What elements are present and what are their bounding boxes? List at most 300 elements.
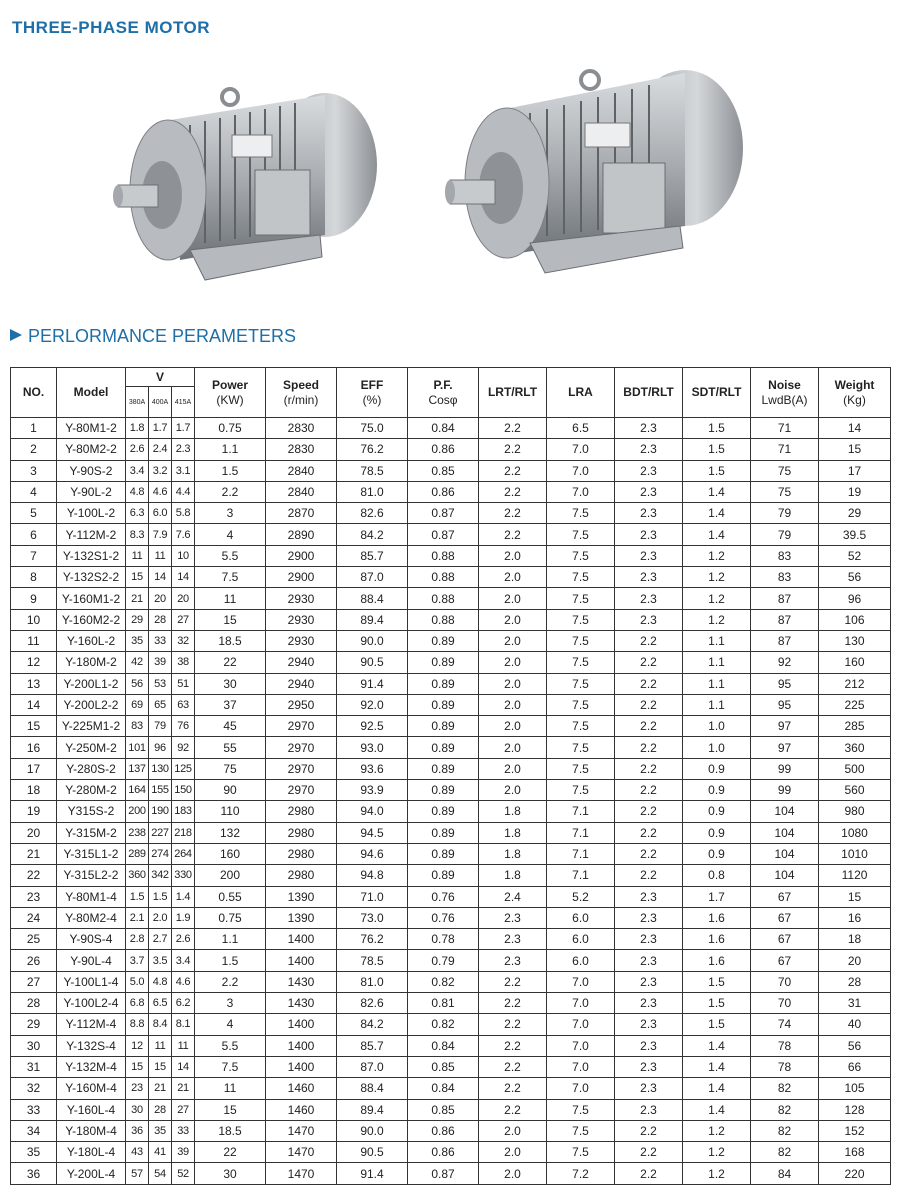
table-cell: 2.7 (149, 929, 172, 950)
table-cell: 0.87 (408, 1163, 479, 1184)
table-cell: 2.2 (479, 993, 547, 1014)
table-cell: 97 (751, 737, 819, 758)
table-cell: 95 (751, 694, 819, 715)
table-cell: 0.86 (408, 439, 479, 460)
table-cell: 2.6 (126, 439, 149, 460)
table-cell: 45 (195, 716, 266, 737)
table-cell: 11 (195, 588, 266, 609)
table-cell: 2.2 (615, 865, 683, 886)
table-cell: 95 (751, 673, 819, 694)
table-cell: 3.4 (172, 950, 195, 971)
table-cell: 20 (149, 588, 172, 609)
table-row (11, 929, 891, 950)
table-cell: 99 (751, 780, 819, 801)
table-cell: 2.0 (479, 716, 547, 737)
table-row (11, 1035, 891, 1056)
table-cell: 1.7 (149, 418, 172, 439)
table-cell: 31 (11, 1056, 57, 1077)
table-cell: 2.3 (615, 609, 683, 630)
table-cell: 79 (751, 524, 819, 545)
table-cell: 1120 (819, 865, 891, 886)
table-cell: 0.88 (408, 588, 479, 609)
table-cell: 274 (149, 843, 172, 864)
table-cell: 7.5 (547, 1099, 615, 1120)
table-cell: 22 (195, 1142, 266, 1163)
table-cell: 14 (172, 567, 195, 588)
table-cell: 87 (751, 609, 819, 630)
table-cell: Y-90S-4 (57, 929, 126, 950)
table-cell: 2.3 (615, 503, 683, 524)
table-cell: 15 (126, 1056, 149, 1077)
table-cell: 90.0 (337, 1120, 408, 1141)
table-row (11, 780, 891, 801)
table-cell: 0.9 (683, 758, 751, 779)
table-cell: 0.9 (683, 843, 751, 864)
table-cell: Y-280S-2 (57, 758, 126, 779)
table-cell: Y-80M2-2 (57, 439, 126, 460)
table-cell: 87 (751, 630, 819, 651)
table-cell: Y-315L2-2 (57, 865, 126, 886)
table-cell: 2.0 (479, 673, 547, 694)
table-cell: 0.89 (408, 652, 479, 673)
table-cell: 15 (195, 1099, 266, 1120)
table-cell: 2.2 (479, 1035, 547, 1056)
table-cell: 20 (819, 950, 891, 971)
table-cell: 16 (11, 737, 57, 758)
table-cell: 92.5 (337, 716, 408, 737)
table-cell: 1.5 (683, 439, 751, 460)
table-cell: Y-180L-4 (57, 1142, 126, 1163)
table-cell: 38 (172, 652, 195, 673)
table-cell: 0.86 (408, 1142, 479, 1163)
table-cell: 2.0 (479, 567, 547, 588)
table-cell: 7.0 (547, 1078, 615, 1099)
table-cell: 0.76 (408, 907, 479, 928)
table-cell: 105 (819, 1078, 891, 1099)
table-cell: 89.4 (337, 609, 408, 630)
table-cell: 12 (126, 1035, 149, 1056)
table-cell: 1.5 (126, 886, 149, 907)
table-cell: Y-100L1-4 (57, 971, 126, 992)
table-cell: 2.3 (615, 588, 683, 609)
table-cell: 35 (11, 1142, 57, 1163)
table-cell: 0.81 (408, 993, 479, 1014)
table-cell: 53 (149, 673, 172, 694)
table-cell: 39 (172, 1142, 195, 1163)
table-cell: 2930 (266, 609, 337, 630)
table-cell: 17 (819, 460, 891, 481)
table-cell: 2970 (266, 737, 337, 758)
table-cell: 2.3 (172, 439, 195, 460)
table-cell: 40 (819, 1014, 891, 1035)
table-cell: 90.5 (337, 652, 408, 673)
table-cell: 2.2 (479, 439, 547, 460)
table-cell: 7.0 (547, 993, 615, 1014)
table-cell: Y-250M-2 (57, 737, 126, 758)
table-cell: 4 (195, 1014, 266, 1035)
table-cell: 2930 (266, 588, 337, 609)
table-cell: 24 (11, 907, 57, 928)
table-row (11, 1142, 891, 1163)
table-cell: 88.4 (337, 588, 408, 609)
table-cell: 2.2 (479, 1056, 547, 1077)
table-cell: 15 (819, 886, 891, 907)
table-cell: 32 (172, 630, 195, 651)
table-row (11, 971, 891, 992)
table-cell: 190 (149, 801, 172, 822)
table-cell: 7.5 (547, 780, 615, 801)
table-cell: 7.9 (149, 524, 172, 545)
table-cell: 1 (11, 418, 57, 439)
table-cell: 500 (819, 758, 891, 779)
table-cell: 7.5 (547, 503, 615, 524)
col-weight: Weight (Kg) (819, 368, 891, 418)
table-cell: 14 (172, 1056, 195, 1077)
table-row (11, 439, 891, 460)
table-cell: 0.9 (683, 780, 751, 801)
table-cell: 35 (126, 630, 149, 651)
table-cell: 82 (751, 1142, 819, 1163)
table-cell: 18.5 (195, 1120, 266, 1141)
table-cell: 3 (11, 460, 57, 481)
table-cell: 6.3 (126, 503, 149, 524)
table-row (11, 545, 891, 566)
table-cell: 0.89 (408, 822, 479, 843)
table-cell: 2980 (266, 801, 337, 822)
table-cell: 99 (751, 758, 819, 779)
table-row (11, 481, 891, 502)
table-cell: 71 (751, 418, 819, 439)
table-cell: 63 (172, 694, 195, 715)
table-cell: 1.5 (195, 950, 266, 971)
table-cell: 93.0 (337, 737, 408, 758)
table-cell: 2.2 (615, 694, 683, 715)
table-cell: 2840 (266, 481, 337, 502)
table-cell: 85.7 (337, 1035, 408, 1056)
table-cell: 11 (126, 545, 149, 566)
table-cell: 8 (11, 567, 57, 588)
table-cell: 1460 (266, 1099, 337, 1120)
table-cell: 7.5 (547, 630, 615, 651)
table-cell: 84 (751, 1163, 819, 1184)
table-cell: 56 (819, 1035, 891, 1056)
table-cell: 92.0 (337, 694, 408, 715)
table-cell: 15 (11, 716, 57, 737)
table-cell: 1.8 (479, 801, 547, 822)
table-cell: Y-200L-4 (57, 1163, 126, 1184)
table-cell: 18 (11, 780, 57, 801)
table-cell: 21 (149, 1078, 172, 1099)
table-cell: 2.3 (615, 993, 683, 1014)
table-cell: 87.0 (337, 567, 408, 588)
table-cell: 0.89 (408, 673, 479, 694)
table-cell: 83 (751, 567, 819, 588)
table-cell: 104 (751, 865, 819, 886)
table-cell: 104 (751, 801, 819, 822)
table-cell: 0.79 (408, 950, 479, 971)
table-cell: 1.1 (195, 929, 266, 950)
table-cell: 2.0 (479, 780, 547, 801)
table-cell: 2.3 (615, 886, 683, 907)
col-lra: LRA (547, 368, 615, 418)
table-cell: 83 (126, 716, 149, 737)
table-cell: Y-160M-4 (57, 1078, 126, 1099)
table-cell: 67 (751, 950, 819, 971)
table-cell: 2.0 (479, 1120, 547, 1141)
table-cell: 0.75 (195, 418, 266, 439)
table-cell: 7.5 (547, 1120, 615, 1141)
table-cell: 5.5 (195, 545, 266, 566)
table-cell: 19 (11, 801, 57, 822)
table-cell: 2.2 (479, 1014, 547, 1035)
table-cell: 56 (819, 567, 891, 588)
table-cell: Y-160M1-2 (57, 588, 126, 609)
table-cell: 36 (126, 1120, 149, 1141)
table-cell: 22 (195, 652, 266, 673)
table-cell: 3.1 (172, 460, 195, 481)
table-cell: 2.0 (479, 652, 547, 673)
table-cell: 0.84 (408, 1078, 479, 1099)
table-cell: 2.4 (149, 439, 172, 460)
table-cell: 2.2 (479, 524, 547, 545)
table-cell: 31 (819, 993, 891, 1014)
table-cell: 0.78 (408, 929, 479, 950)
table-cell: 360 (819, 737, 891, 758)
table-cell: 5.8 (172, 503, 195, 524)
table-cell: 2870 (266, 503, 337, 524)
col-no: NO. (11, 368, 57, 418)
table-cell: 2.3 (615, 418, 683, 439)
table-cell: 1.1 (683, 694, 751, 715)
table-cell: 2.3 (615, 1035, 683, 1056)
table-cell: 1430 (266, 971, 337, 992)
table-cell: 2.2 (479, 971, 547, 992)
table-cell: 2.6 (172, 929, 195, 950)
table-cell: 104 (751, 822, 819, 843)
table-cell: 29 (11, 1014, 57, 1035)
table-cell: 110 (195, 801, 266, 822)
table-cell: 3.7 (126, 950, 149, 971)
table-cell: 2830 (266, 418, 337, 439)
table-cell: 90 (195, 780, 266, 801)
table-cell: 12 (11, 652, 57, 673)
table-row (11, 524, 891, 545)
table-cell: 218 (172, 822, 195, 843)
table-cell: 70 (751, 971, 819, 992)
table-cell: 23 (126, 1078, 149, 1099)
table-cell: Y-280M-2 (57, 780, 126, 801)
table-cell: 0.87 (408, 524, 479, 545)
table-cell: 0.89 (408, 716, 479, 737)
table-cell: 81.0 (337, 971, 408, 992)
table-cell: 3 (195, 993, 266, 1014)
table-cell: 7.0 (547, 971, 615, 992)
table-cell: 82.6 (337, 503, 408, 524)
motor-photo-right (445, 68, 750, 293)
table-cell: 2950 (266, 694, 337, 715)
table-cell: 7.6 (172, 524, 195, 545)
table-cell: Y-100L2-4 (57, 993, 126, 1014)
table-cell: 1.5 (683, 460, 751, 481)
table-cell: 0.85 (408, 460, 479, 481)
table-cell: 2.0 (479, 1163, 547, 1184)
table-cell: 2.3 (479, 929, 547, 950)
table-cell: 2.2 (479, 1078, 547, 1099)
table-cell: Y-132M-4 (57, 1056, 126, 1077)
table-cell: 96 (149, 737, 172, 758)
table-cell: 2.3 (615, 545, 683, 566)
table-cell: 2.3 (615, 524, 683, 545)
table-cell: 2890 (266, 524, 337, 545)
table-cell: 168 (819, 1142, 891, 1163)
table-cell: 0.89 (408, 780, 479, 801)
table-row (11, 843, 891, 864)
table-cell: 42 (126, 652, 149, 673)
table-cell: 66 (819, 1056, 891, 1077)
col-noise: Noise LwdB(A) (751, 368, 819, 418)
table-cell: 82 (751, 1099, 819, 1120)
table-cell: 87 (751, 588, 819, 609)
table-cell: 106 (819, 609, 891, 630)
table-cell: 1.5 (149, 886, 172, 907)
table-row (11, 758, 891, 779)
table-cell: 2.2 (479, 481, 547, 502)
table-cell: 27 (11, 971, 57, 992)
table-cell: 1.2 (683, 588, 751, 609)
table-cell: 94.5 (337, 822, 408, 843)
table-cell: 1.4 (683, 1035, 751, 1056)
table-cell: 1.8 (479, 865, 547, 886)
table-cell: 360 (126, 865, 149, 886)
table-cell: 7.5 (547, 567, 615, 588)
table-cell: 1.5 (195, 460, 266, 481)
table-cell: 4 (195, 524, 266, 545)
table-row (11, 737, 891, 758)
table-cell: 152 (819, 1120, 891, 1141)
table-cell: 2.4 (479, 886, 547, 907)
table-row (11, 886, 891, 907)
table-cell: Y-112M-2 (57, 524, 126, 545)
table-cell: 7.5 (547, 545, 615, 566)
table-cell: 1470 (266, 1163, 337, 1184)
table-cell: 1.8 (126, 418, 149, 439)
table-cell: 9 (11, 588, 57, 609)
table-row (11, 801, 891, 822)
table-cell: Y-160L-4 (57, 1099, 126, 1120)
table-cell: 29 (126, 609, 149, 630)
table-cell: 7.1 (547, 843, 615, 864)
table-cell: 33 (11, 1099, 57, 1120)
table-cell: 6.0 (547, 950, 615, 971)
table-row (11, 673, 891, 694)
table-cell: 8.8 (126, 1014, 149, 1035)
table-cell: 14 (11, 694, 57, 715)
table-cell: 33 (149, 630, 172, 651)
table-cell: 155 (149, 780, 172, 801)
table-row (11, 993, 891, 1014)
table-cell: 2.1 (126, 907, 149, 928)
table-cell: 81.0 (337, 481, 408, 502)
table-cell: 75 (195, 758, 266, 779)
table-cell: 7.0 (547, 460, 615, 481)
table-cell: 212 (819, 673, 891, 694)
table-cell: 1.4 (683, 1099, 751, 1120)
table-cell: 2.3 (615, 1078, 683, 1099)
table-row (11, 694, 891, 715)
table-cell: Y-80M1-4 (57, 886, 126, 907)
table-cell: 7.0 (547, 1035, 615, 1056)
table-cell: 1.0 (683, 737, 751, 758)
table-cell: 94.0 (337, 801, 408, 822)
table-cell: 54 (149, 1163, 172, 1184)
table-cell: 15 (195, 609, 266, 630)
table-cell: 2.0 (149, 907, 172, 928)
table-cell: 220 (819, 1163, 891, 1184)
table-cell: 1430 (266, 993, 337, 1014)
table-cell: 7.5 (547, 524, 615, 545)
table-cell: 0.88 (408, 545, 479, 566)
table-cell: 28 (819, 971, 891, 992)
table-cell: Y-90L-2 (57, 481, 126, 502)
table-cell: 3.5 (149, 950, 172, 971)
table-cell: 2.0 (479, 1142, 547, 1163)
table-cell: 96 (819, 588, 891, 609)
table-cell: 0.76 (408, 886, 479, 907)
table-cell: 1.8 (479, 843, 547, 864)
table-cell: 150 (172, 780, 195, 801)
table-cell: 30 (195, 1163, 266, 1184)
section-heading (10, 326, 296, 347)
table-cell: 79 (149, 716, 172, 737)
table-cell: 2.3 (615, 929, 683, 950)
table-cell: 1.2 (683, 1163, 751, 1184)
table-cell: 2970 (266, 716, 337, 737)
col-model: Model (57, 368, 126, 418)
table-cell: 93.6 (337, 758, 408, 779)
table-cell: 1.5 (683, 993, 751, 1014)
table-cell: 0.86 (408, 481, 479, 502)
table-cell: 11 (11, 630, 57, 651)
table-cell: 21 (11, 843, 57, 864)
table-cell: 71 (751, 439, 819, 460)
table-cell: 1390 (266, 886, 337, 907)
table-cell: 2.0 (479, 758, 547, 779)
header-row (11, 368, 891, 387)
table-cell: 2.8 (126, 929, 149, 950)
table-cell: 2.0 (479, 545, 547, 566)
table-cell: Y-90L-4 (57, 950, 126, 971)
table-cell: 67 (751, 929, 819, 950)
table-cell: 52 (819, 545, 891, 566)
table-cell: 2.3 (479, 950, 547, 971)
table-cell: 14 (819, 418, 891, 439)
table-row (11, 716, 891, 737)
table-cell: 20 (172, 588, 195, 609)
table-cell: 11 (149, 545, 172, 566)
table-cell: 37 (195, 694, 266, 715)
table-cell: 0.82 (408, 971, 479, 992)
table-cell: 2980 (266, 822, 337, 843)
table-cell: 0.84 (408, 418, 479, 439)
table-cell: 20 (11, 822, 57, 843)
table-cell: 2830 (266, 439, 337, 460)
table-cell: 7.5 (547, 1142, 615, 1163)
table-cell: 51 (172, 673, 195, 694)
table-cell: 7.2 (547, 1163, 615, 1184)
table-cell: 4.6 (172, 971, 195, 992)
performance-table (10, 367, 891, 1185)
table-cell: 91.4 (337, 1163, 408, 1184)
